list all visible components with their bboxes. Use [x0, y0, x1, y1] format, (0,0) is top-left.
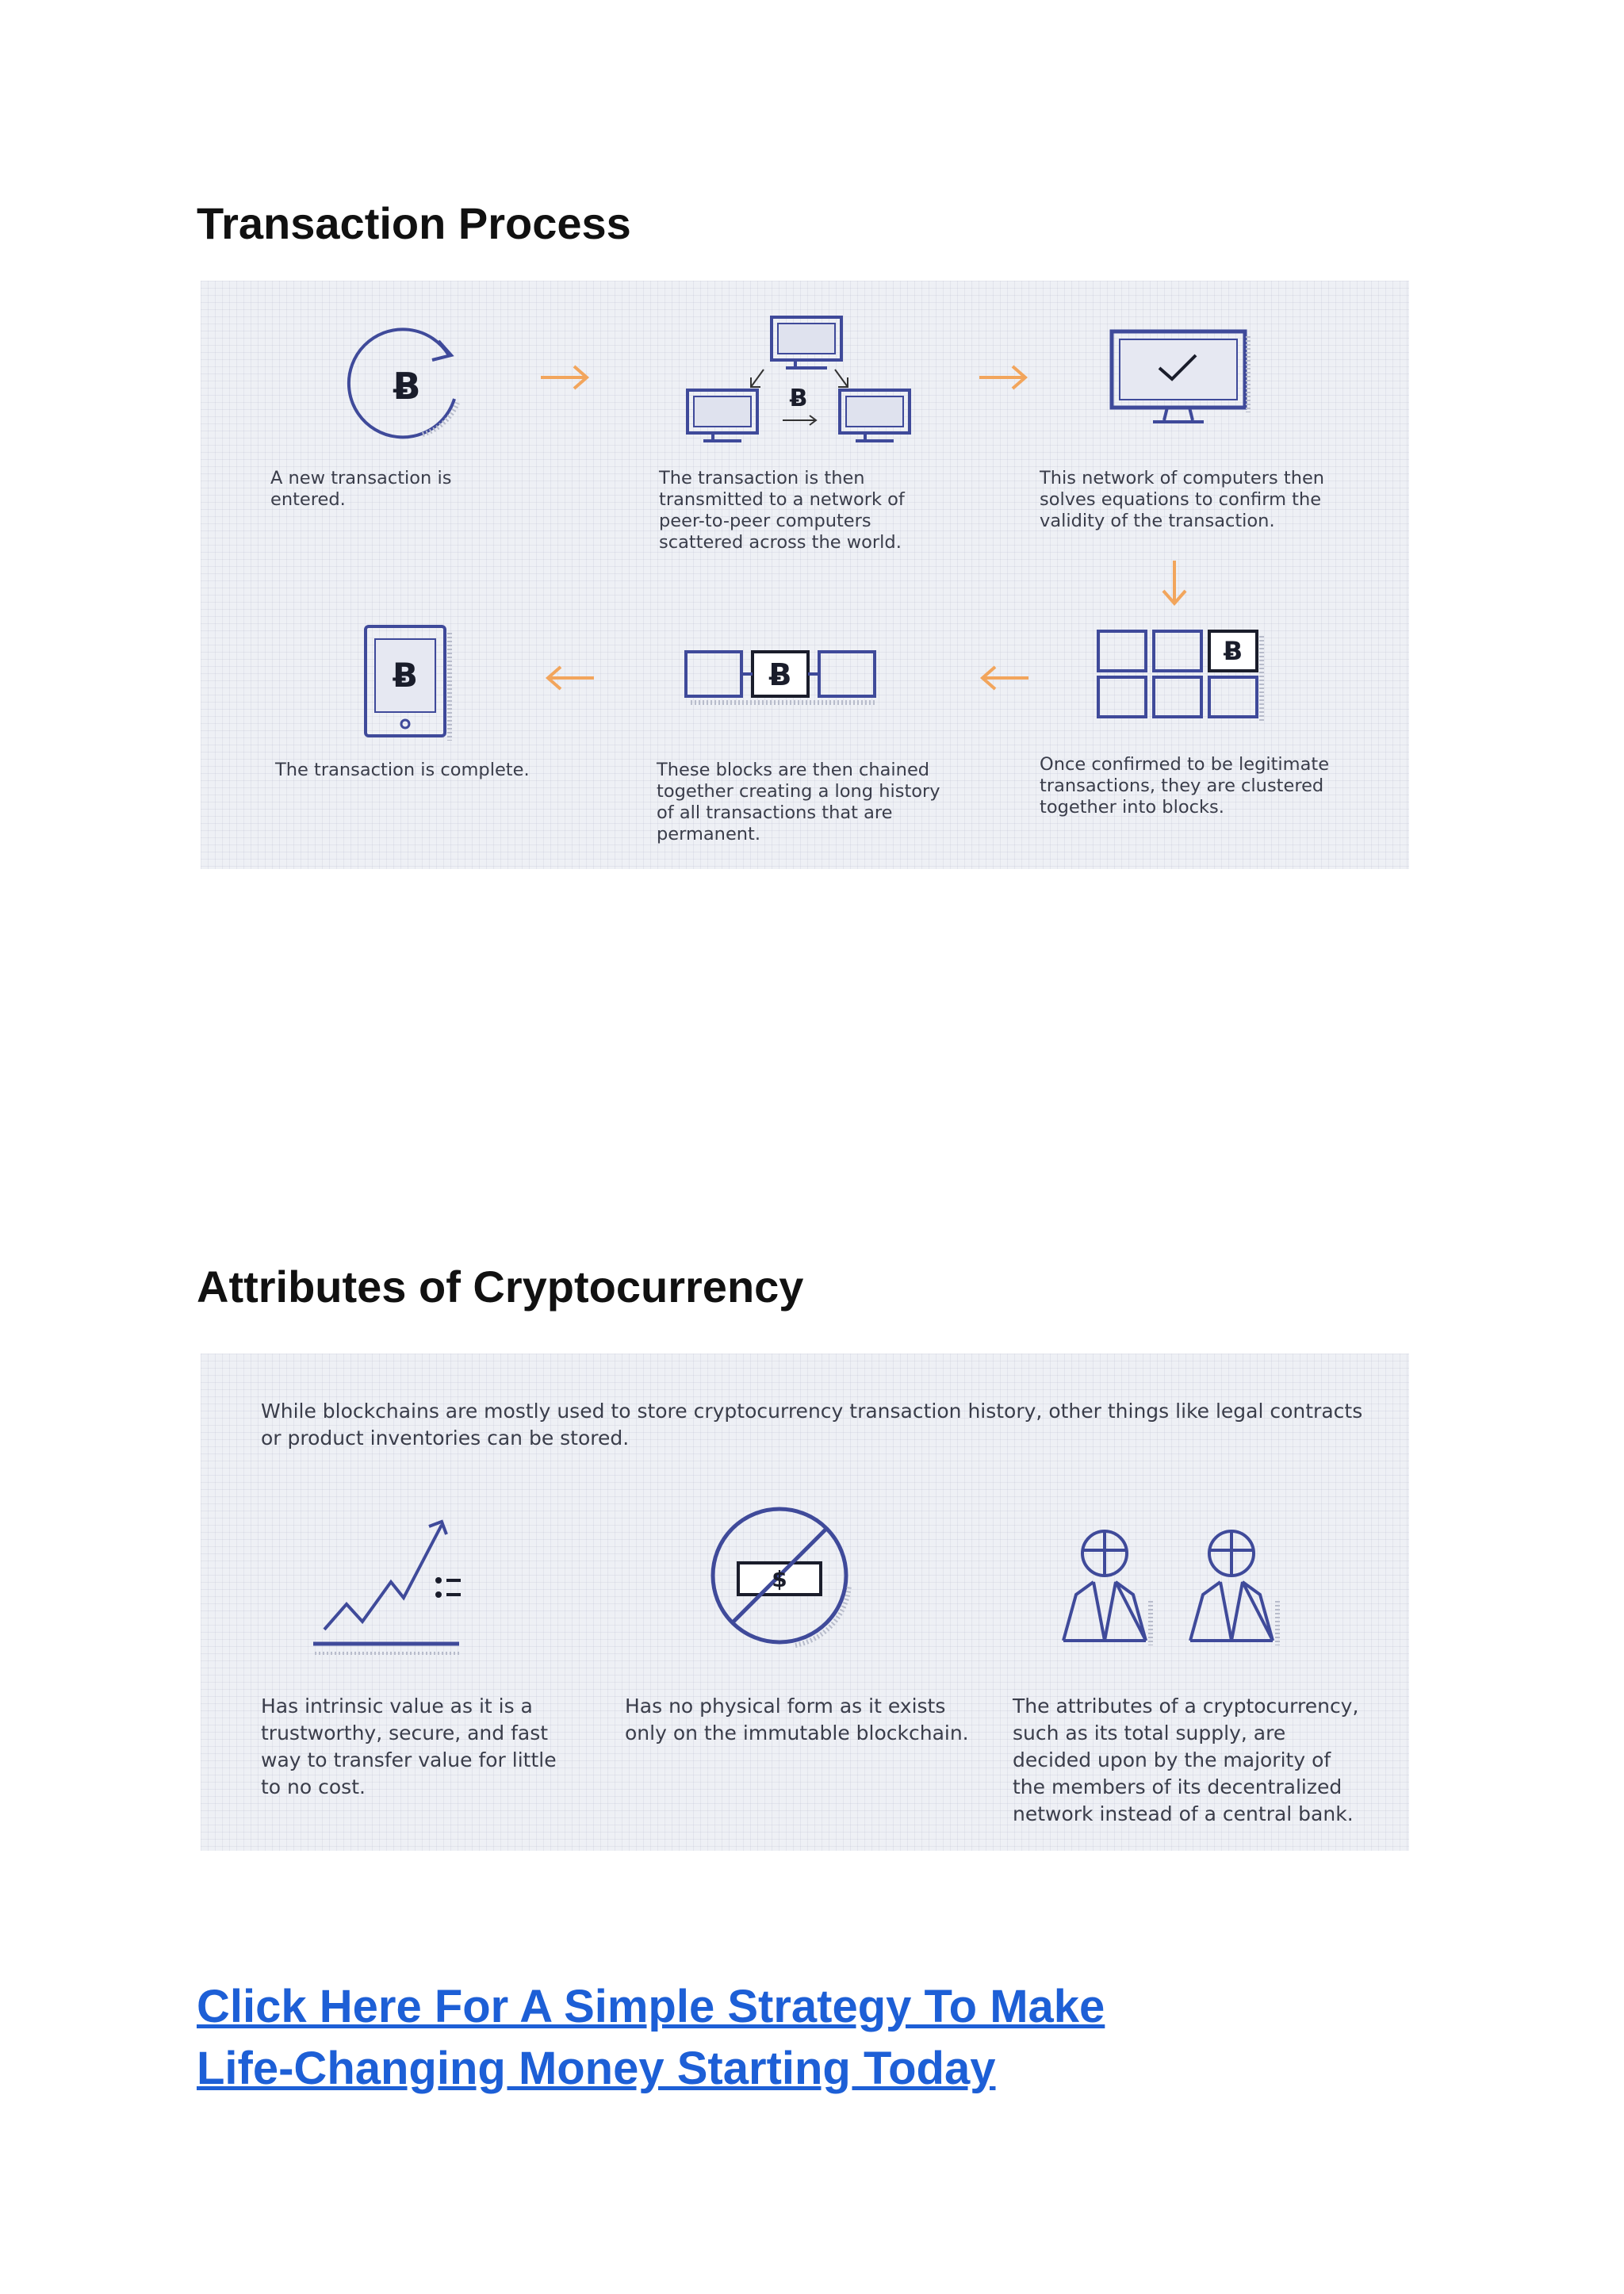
attributes-infographic: [201, 1354, 1409, 1851]
step-1-caption: A new transaction is entered.: [270, 468, 452, 510]
bitcoin-symbol: Ƀ: [1223, 636, 1243, 666]
attributes-heading: Attributes of Cryptocurrency: [197, 1262, 804, 1312]
bitcoin-symbol: Ƀ: [392, 656, 419, 695]
blocks-grid-icon: [1095, 628, 1270, 731]
dollar-symbol: $: [772, 1566, 787, 1592]
phone-bitcoin-icon: [362, 623, 454, 750]
arrow-right-icon: [538, 362, 593, 393]
attribute-3-caption: The attributes of a cryptocurrency, such as its total supply, are decided upon by the majority of the members of its decentralized network instead of a central bank.: [1013, 1695, 1359, 1825]
attributes-intro: While blockchains are mostly used to store cryptocurrency transaction history, other things like legal contracts or product inventories can be stored.: [261, 1400, 1363, 1450]
transaction-process-heading: Transaction Process: [197, 198, 631, 248]
rising-chart-icon: [312, 1506, 470, 1656]
arrow-left-icon: [542, 662, 597, 694]
step-3-caption: This network of computers then solves equations to confirm the validity of the transaction.: [1040, 468, 1325, 531]
arrow-down-icon: [1159, 557, 1190, 610]
monitor-check-icon: [1109, 328, 1259, 431]
bitcoin-symbol: Ƀ: [789, 385, 808, 412]
arrow-right-icon: [976, 362, 1032, 393]
bitcoin-symbol: Ƀ: [393, 365, 421, 408]
people-icon: [1052, 1506, 1290, 1656]
attribute-2-caption: Has no physical form as it exists only on the immutable blockchain.: [625, 1695, 969, 1744]
no-cash-icon: [710, 1506, 860, 1656]
network-computers-icon: [684, 314, 914, 449]
step-6-caption: The transaction is complete.: [275, 760, 530, 780]
step-2-caption: The transaction is then transmitted to a network of peer-to-peer computers scattered across the world.: [659, 468, 905, 553]
attribute-1-caption: Has intrinsic value as it is a trustworthy, secure, and fast way to transfer value for little to no cost.: [261, 1695, 557, 1798]
arrow-left-icon: [976, 662, 1032, 694]
step-4-caption: Once confirmed to be legitimate transactions, they are clustered together into blocks.: [1040, 754, 1330, 818]
bitcoin-cycle-icon: [343, 324, 478, 442]
transaction-process-infographic: [201, 281, 1409, 869]
step-5-caption: These blocks are then chained together creating a long history of all transactions that are permanent.: [657, 760, 940, 844]
chained-blocks-icon: [683, 645, 881, 709]
strategy-cta-link[interactable]: Click Here For A Simple Strategy To Make Life-Changing Money Starting Today: [197, 1981, 1105, 2094]
bitcoin-symbol: Ƀ: [768, 657, 792, 692]
